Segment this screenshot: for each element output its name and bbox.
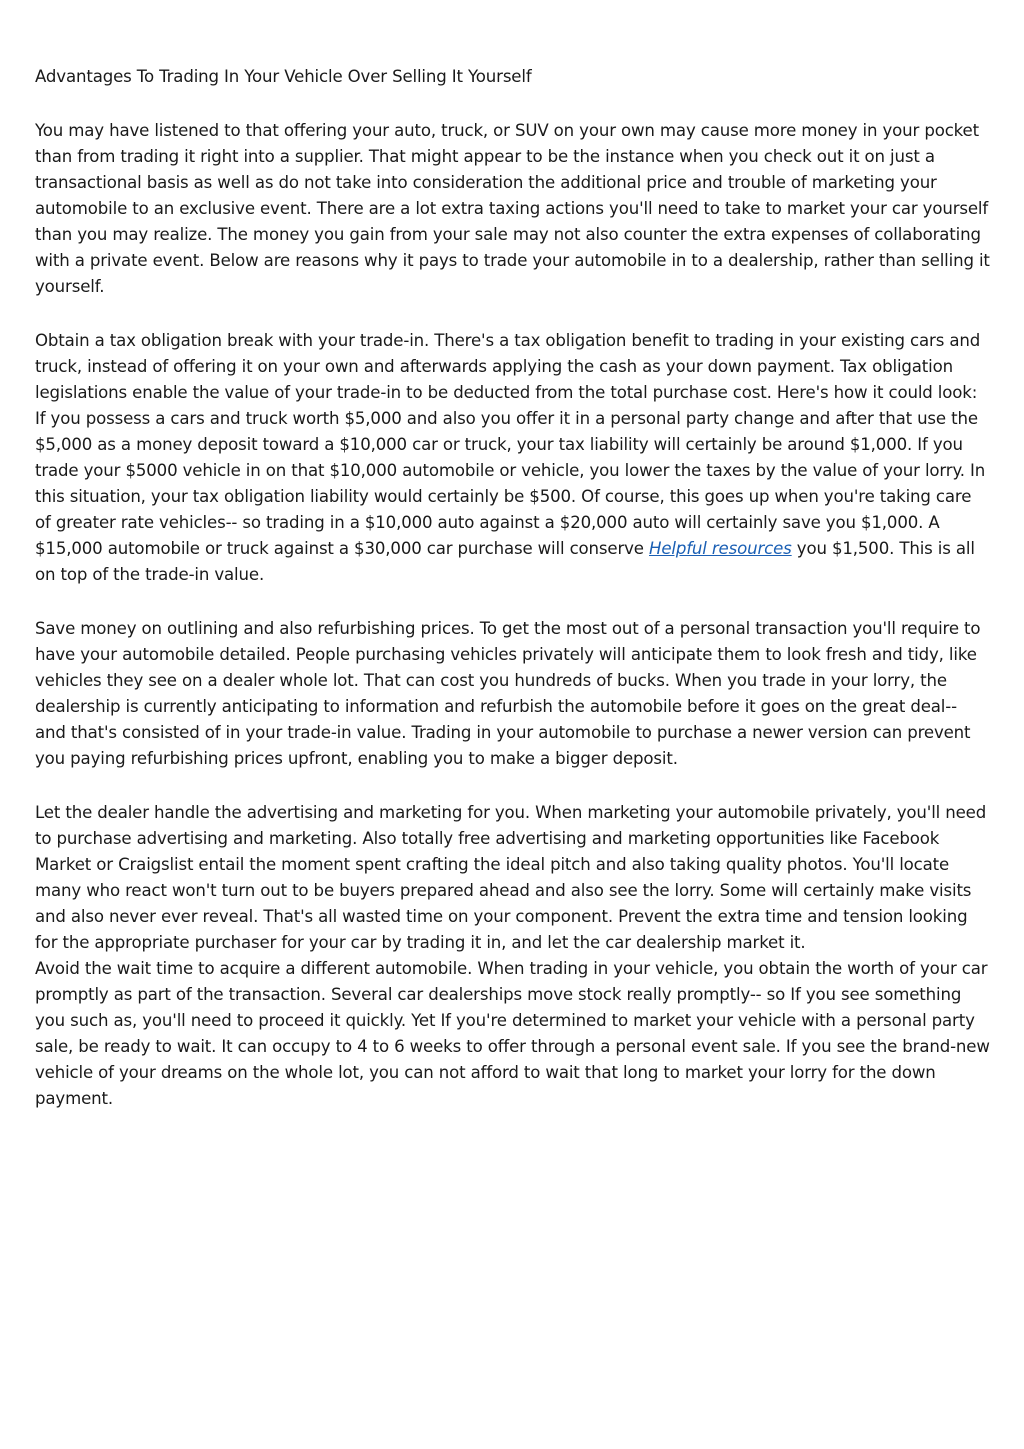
paragraph-tax-break-text-after: you $1,500. This is all on top of the trade-in value. [35,539,975,584]
document-title: Advantages To Trading In Your Vehicle Over Selling It Yourself [35,67,532,86]
paragraph-advertising: Let the dealer handle the advertising and marketing for you. When marketing your automobile privately, you'll need to purchase advertising and marketing. Also totally free advertising and marketing opportunities like Facebook Market or Craigslist entail the moment spent crafting the ideal pitch and also taking quality photos. You'll locate many who react won't turn out to be buyers prepared ahead and also see the lorry. Some will certainly make visits and also never ever reveal. That's all wasted time on your component. Prevent the extra time and tension looking for the appropriate purchaser for your car by trading it in, and let the car dealership market it. [35,803,987,952]
paragraph-tax-break [35,328,990,588]
paragraph-intro: You may have listened to that offering your auto, truck, or SUV on your own may cause more money in your pocket than from trading it right into a supplier. That might appear to be the instance when you check out it on just a transactional basis as well as do not take into consideration the additional price and trouble of marketing your automobile to an exclusive event. There are a lot extra taxing actions you'll need to take to market your car yourself than you may realize. The money you gain from your sale may not also counter the extra expenses of collaborating with a private event. Below are reasons why it pays to trade your automobile in to a dealership, rather than selling it yourself. [35,121,990,296]
helpful-resources-link[interactable]: Helpful resources [649,539,792,558]
paragraph-wait-time: Avoid the wait time to acquire a different automobile. When trading in your vehicle, you obtain the worth of your car promptly as part of the transaction. Several car dealerships move stock really promptly-- so If you see something you such as, you'll need to proceed it quickly. Yet If you're determined to market your vehicle with a personal party sale, be ready to wait. It can occupy to 4 to 6 weeks to offer through a personal event sale. If you see the brand-new vehicle of your dreams on the whole lot, you can not afford to wait that long to market your lorry for the down payment. [35,959,990,1108]
paragraph-tax-break-text-before: Obtain a tax obligation break with your trade-in. There's a tax obligation benefit to trading in your existing cars and truck, instead of offering it on your own and afterwards applying the cash as your down payment. Tax obligation legislations enable the value of your trade-in to be deducted from the total purchase cost. Here's how it could look: If you possess a cars and truck worth $5,000 and also you offer it in a personal party change and after that use the $5,000 as a money deposit toward a $10,000 car or truck, your tax liability will certainly be around $1,000. If you trade your $5000 vehicle in on that $10,000 automobile or vehicle, you lower the taxes by the value of your lorry. In this situation, your tax obligation liability would certainly be $500. Of course, this goes up when you're taking care of greater rate vehicles-- so trading in a $10,000 auto against a $20,000 auto will certainly save you $1,000. A $15,000 automobile or truck against a $30,000 car purchase will conserve [35,331,986,558]
paragraph-refurbishing: Save money on outlining and also refurbishing prices. To get the most out of a personal transaction you'll require to have your automobile detailed. People purchasing vehicles privately will anticipate them to look fresh and tidy, like vehicles they see on a dealer whole lot. That can cost you hundreds of bucks. When you trade in your lorry, the dealership is currently anticipating to information and refurbish the automobile before it goes on the great deal-- and that's consisted of in your trade-in value. Trading in your automobile to purchase a newer version can prevent you paying refurbishing prices upfront, enabling you to make a bigger deposit. [35,619,981,768]
